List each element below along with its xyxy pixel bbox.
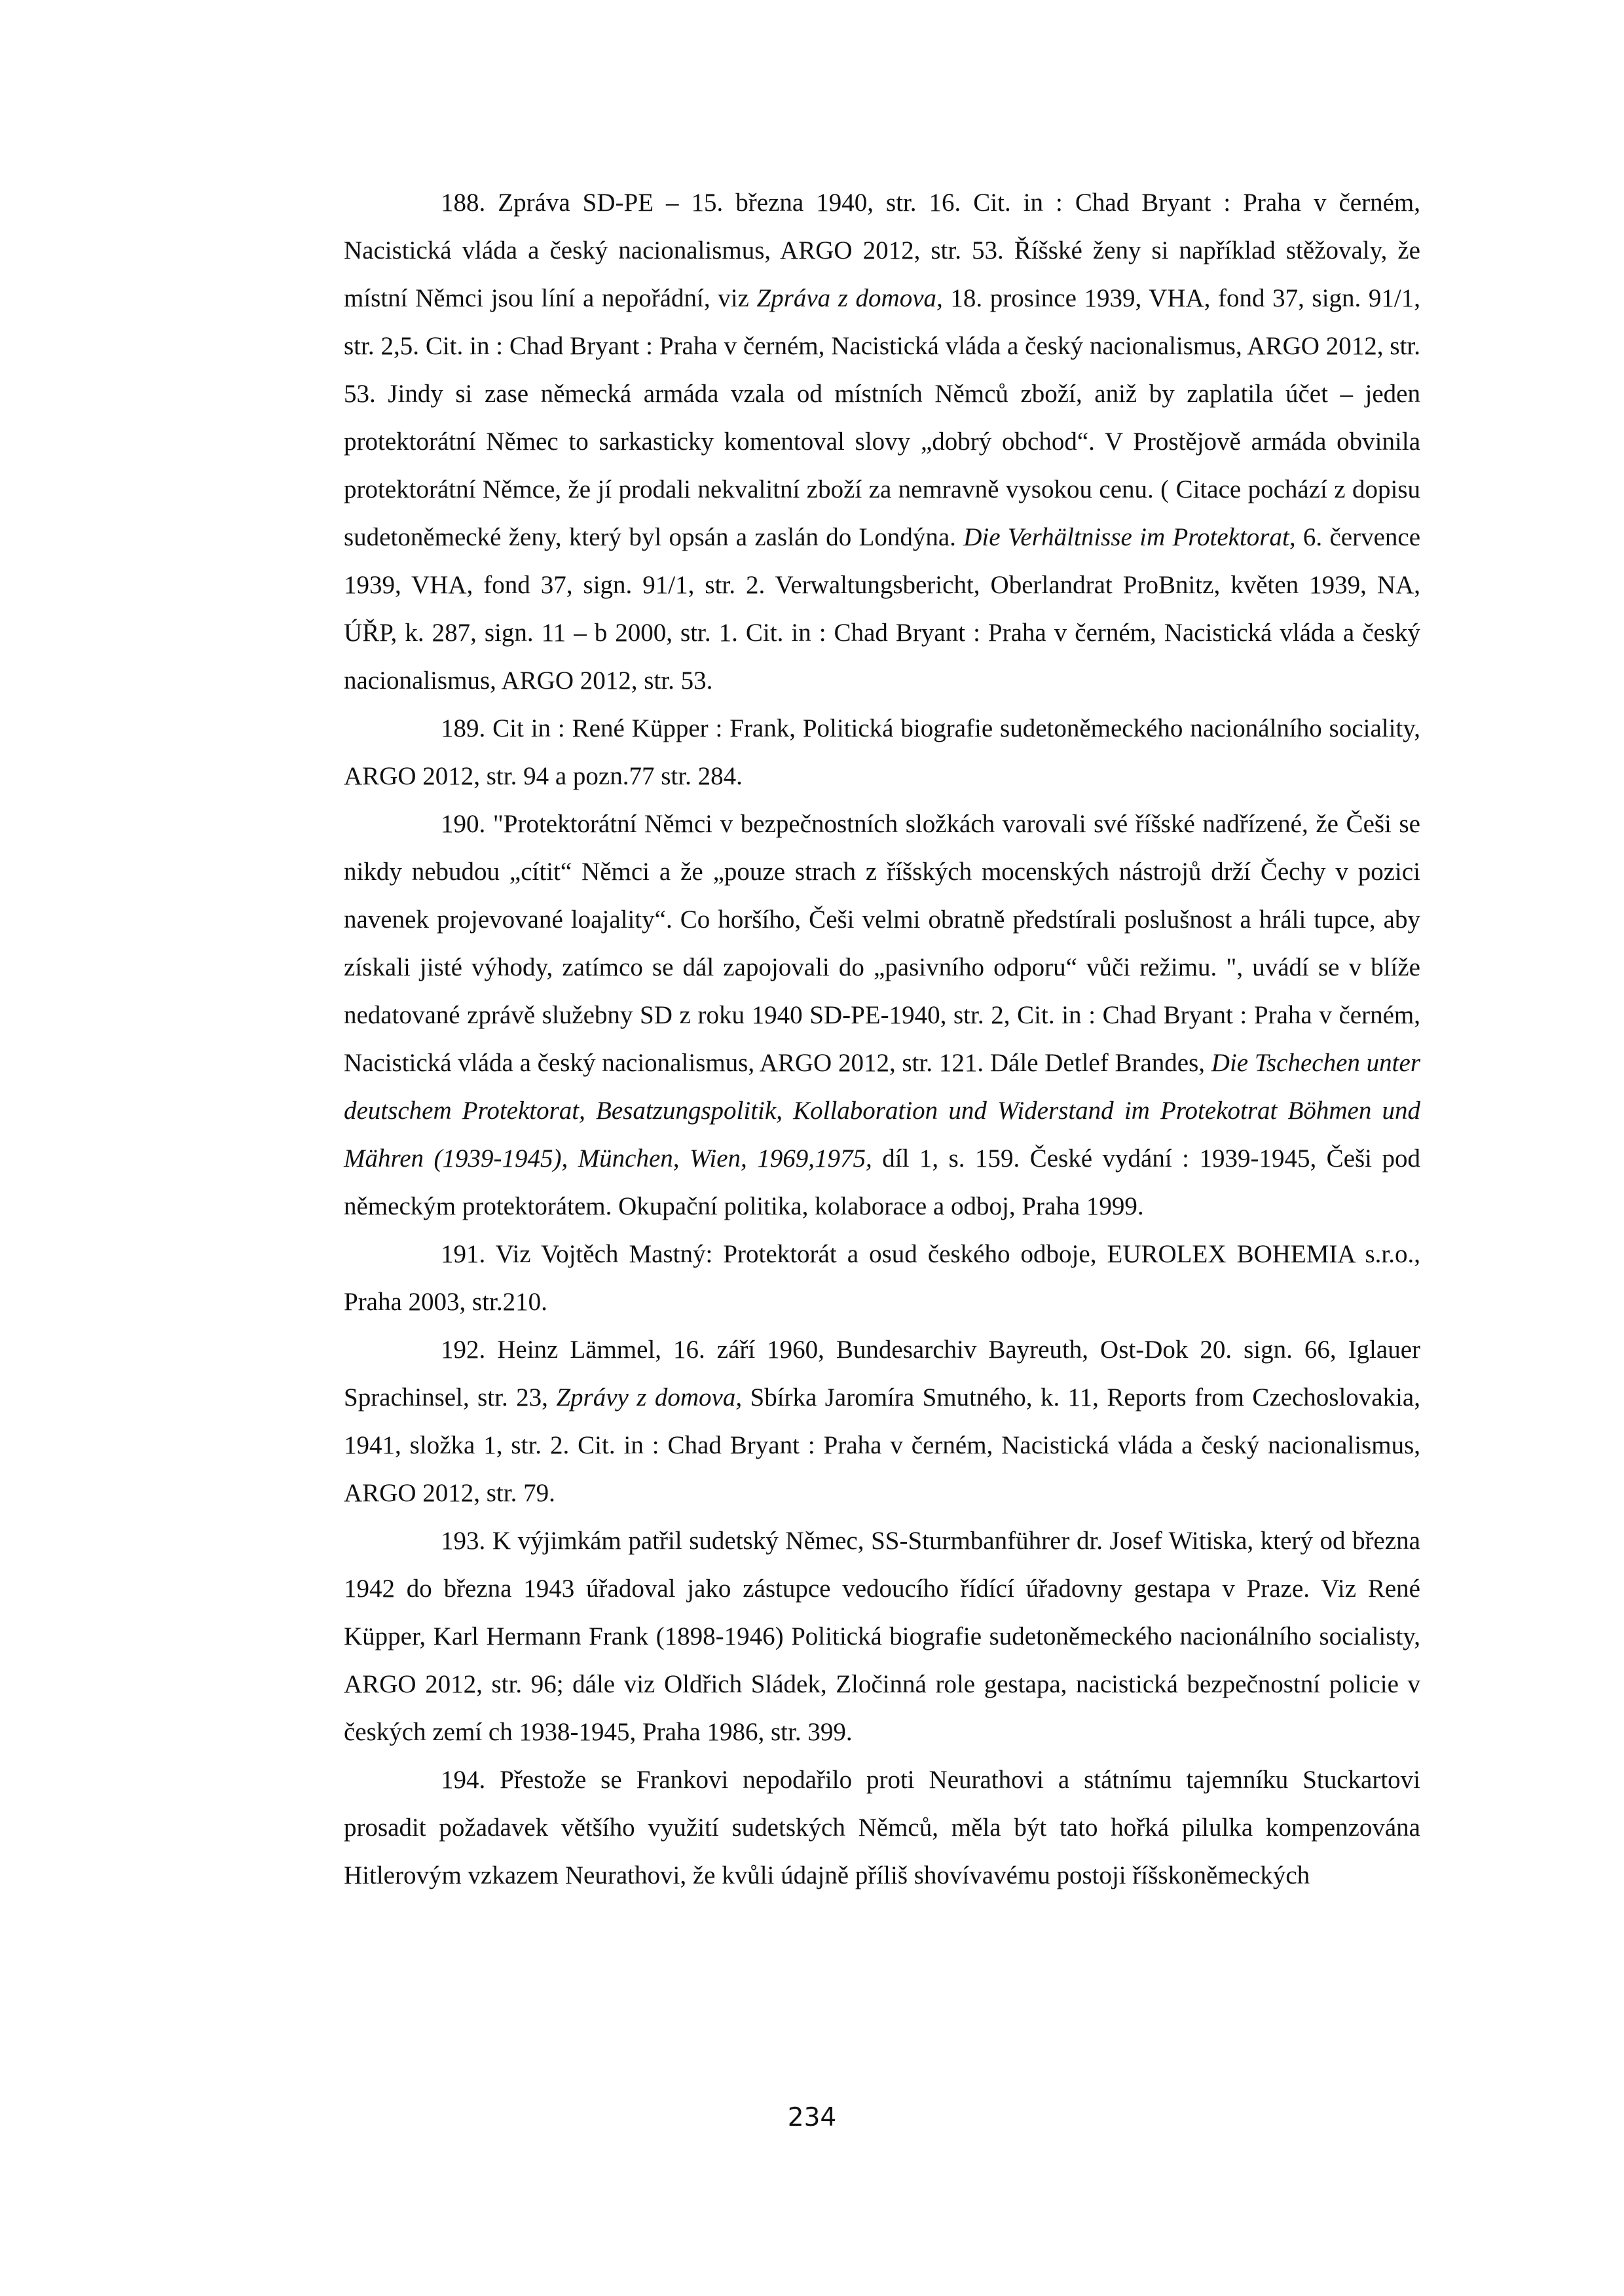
footnote-title-italic: Zprávy z domova, xyxy=(556,1383,743,1412)
footnote-text: 192. Heinz Lämmel, 16. září 1960, Bundesarchiv Bayreuth, Ost-Dok 20. sign. 66, Iglauer Sprachinsel, str. 23, xyxy=(344,1336,1420,1412)
footnote-190 xyxy=(344,800,1420,1230)
footnote-title-italic: Die Tschechen unter deutschem Protektorat, Besatzungspolitik, Kollaboration und Widerstand im Protekotrat Böhmen und Mähren (1939-1945), München, Wien, 1969,1975, xyxy=(344,1049,1420,1173)
footnote-text: 6. července 1939, VHA, fond 37, sign. 91/1, str. 2. Verwaltungsbericht, Oberlandrat ProBnitz, květen 1939, NA, ÚŘP, k. 287, sign. 11 – b 2000, str. 1. Cit. in : Chad Bryant : Praha v černém, Nacistická vláda a český nacionalismus, ARGO 2012, str. 53. xyxy=(344,523,1421,695)
footnote-text: Sbírka Jaromíra Smutného, k. 11, Reports from Czechoslovakia, 1941, složka 1, str. 2. Cit. in : Chad Bryant : Praha v černém, Nacistická vláda a český nacionalismus, ARGO 2012, str. 79. xyxy=(344,1383,1420,1507)
footnote-188 xyxy=(344,179,1420,704)
footnote-text: 194. Přestože se Frankovi nepodařilo proti Neurathovi a státnímu tajemníku Stuckartovi prosadit požadavek většího využití sudetských Němců, měla být tato hořká pilulka kompenzována Hitlerovým vzkazem Neurathovi, že kvůli údajně příliš shovívavému postoji říšskoněmeckých xyxy=(344,1766,1420,1889)
footnote-194 xyxy=(344,1756,1420,1899)
footnote-189 xyxy=(344,704,1420,800)
footnote-191 xyxy=(344,1230,1420,1326)
footnote-text: 193. K výjimkám patřil sudetský Němec, SS-Sturmbanführer dr. Josef Witiska, který od března 1942 do března 1943 úřadoval jako zástupce vedoucího řídící úřadovny gestapa v Praze. Viz René Küpper, Karl Hermann Frank (1898-1946) Politická biografie sudetoněmeckého nacionálního socialisty, ARGO 2012, str. 96; dále viz Oldřich Sládek, Zločinná role gestapa, nacistická bezpečnostní policie v českých zemí ch 1938-1945, Praha 1986, str. 399. xyxy=(344,1527,1420,1746)
page-number: 234 xyxy=(787,2103,837,2132)
footnote-text: 18. prosince 1939, VHA, fond 37, sign. 91/1, str. 2,5. Cit. in : Chad Bryant : Praha v černém, Nacistická vláda a český nacionalismus, ARGO 2012, str. 53. Jindy si zase německá armáda vzala od místních Němců zboží, aniž by zaplatila účet – jeden protektorátní Němec to sarkasticky komentoval slovy „dobrý obchod“. V Prostějově armáda obvinila protektorátní Němce, že jí prodali nekvalitní zboží za nemravně vysokou cenu. ( Citace pochází z dopisu sudetoněmecké ženy, který byl opsán a zaslán do Londýna. xyxy=(344,284,1420,551)
footnote-title-italic: Zpráva z domova, xyxy=(756,284,943,312)
footnote-title-italic: Die Verhältnisse im Protektorat, xyxy=(963,523,1296,551)
footnotes-body xyxy=(344,179,1420,1899)
footnote-192 xyxy=(344,1326,1420,1517)
footnote-text: díl 1, s. 159. České vydání : 1939-1945, Češi pod německým protektorátem. Okupační politika, kolaborace a odboj, Praha 1999. xyxy=(344,1144,1420,1220)
footnote-text: 188. Zpráva SD-PE – 15. března 1940, str. 16. Cit. in : Chad Bryant : Praha v černém, Nacistická vláda a český nacionalismus, ARGO 2012, str. 53. Říšské ženy si například stěžovaly, že místní Němci jsou líní a nepořádní, viz xyxy=(344,189,1420,312)
footnote-text: 189. Cit in : René Küpper : Frank, Politická biografie sudetoněmeckého nacionálního sociality, ARGO 2012, str. 94 a pozn.77 str. 284. xyxy=(344,714,1420,790)
footnote-text: 191. Viz Vojtěch Mastný: Protektorát a osud českého odboje, EUROLEX BOHEMIA s.r.o., Praha 2003, str.210. xyxy=(344,1240,1420,1316)
footnote-text: 190. "Protektorátní Němci v bezpečnostních složkách varovali své říšské nadřízené, že Češi se nikdy nebudou „cítit“ Němci a že „pouze strach z říšských mocenských nástrojů drží Čechy v pozici navenek projevované loajality“. Co horšího, Češi velmi obratně předstírali poslušnost a hráli tupce, aby získali jisté výhody, zatímco se dál zapojovali do „pasivního odporu“ vůči režimu. ", uvádí se v blíže nedatované zprávě služebny SD z roku 1940 SD-PE-1940, str. 2, Cit. in : Chad Bryant : Praha v černém, Nacistická vláda a český nacionalismus, ARGO 2012, str. 121. Dále Detlef Brandes, xyxy=(344,810,1420,1077)
footnote-193 xyxy=(344,1517,1420,1756)
